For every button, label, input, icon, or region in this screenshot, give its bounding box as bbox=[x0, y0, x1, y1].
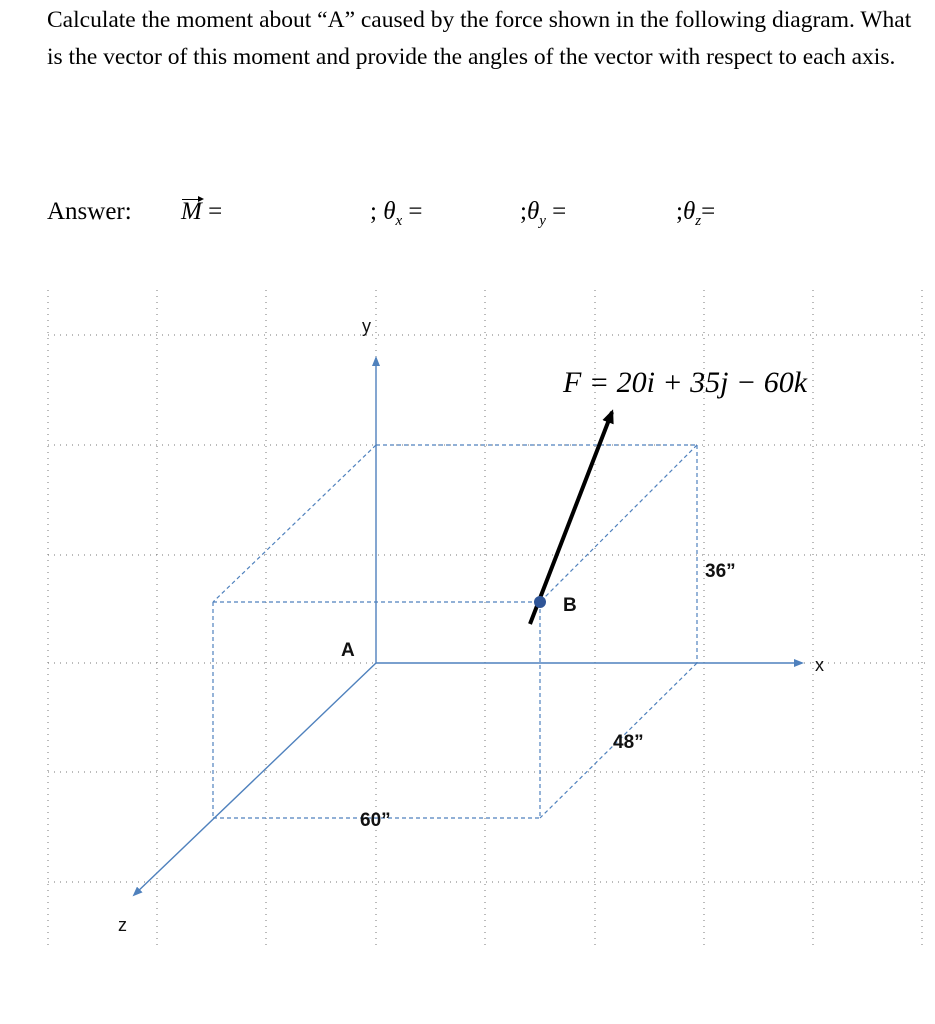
force-arrow bbox=[530, 412, 612, 624]
theta-symbol: θ bbox=[682, 198, 696, 225]
box-edges bbox=[213, 445, 697, 818]
equals: = bbox=[408, 198, 423, 225]
force-equation: F = 20i + 35j − 60k bbox=[563, 366, 808, 399]
z-axis-label: z bbox=[118, 915, 127, 935]
height-dimension: 36” bbox=[705, 561, 736, 582]
equals: = bbox=[208, 198, 223, 225]
z-axis bbox=[134, 663, 376, 895]
subscript-z: z bbox=[695, 213, 702, 229]
theta-symbol: θ bbox=[526, 198, 540, 225]
width-dimension: 60” bbox=[360, 810, 391, 831]
theta-symbol: θ bbox=[383, 198, 396, 225]
separator: ; bbox=[676, 198, 683, 225]
point-b-marker bbox=[534, 596, 546, 608]
point-b-label: B bbox=[563, 595, 577, 616]
moment-symbol: M bbox=[181, 198, 202, 225]
x-axis-label: x bbox=[815, 655, 824, 675]
axes bbox=[134, 358, 802, 895]
point-a-label: A bbox=[341, 640, 355, 661]
separator: ; bbox=[370, 198, 384, 225]
subscript-x: x bbox=[395, 213, 403, 229]
equals: = bbox=[701, 198, 716, 225]
subscript-y: y bbox=[539, 213, 546, 229]
answer-label: Answer: bbox=[47, 198, 132, 225]
depth-dimension: 48” bbox=[613, 732, 644, 753]
equals: = bbox=[552, 198, 567, 225]
y-axis-label: y bbox=[362, 316, 371, 336]
separator: ; bbox=[520, 198, 527, 225]
question-text: Calculate the moment about “A” caused by the force shown in the following diagram. What is the vector of this moment and provide the angles of the vector with respect to each axis. bbox=[47, 7, 912, 70]
